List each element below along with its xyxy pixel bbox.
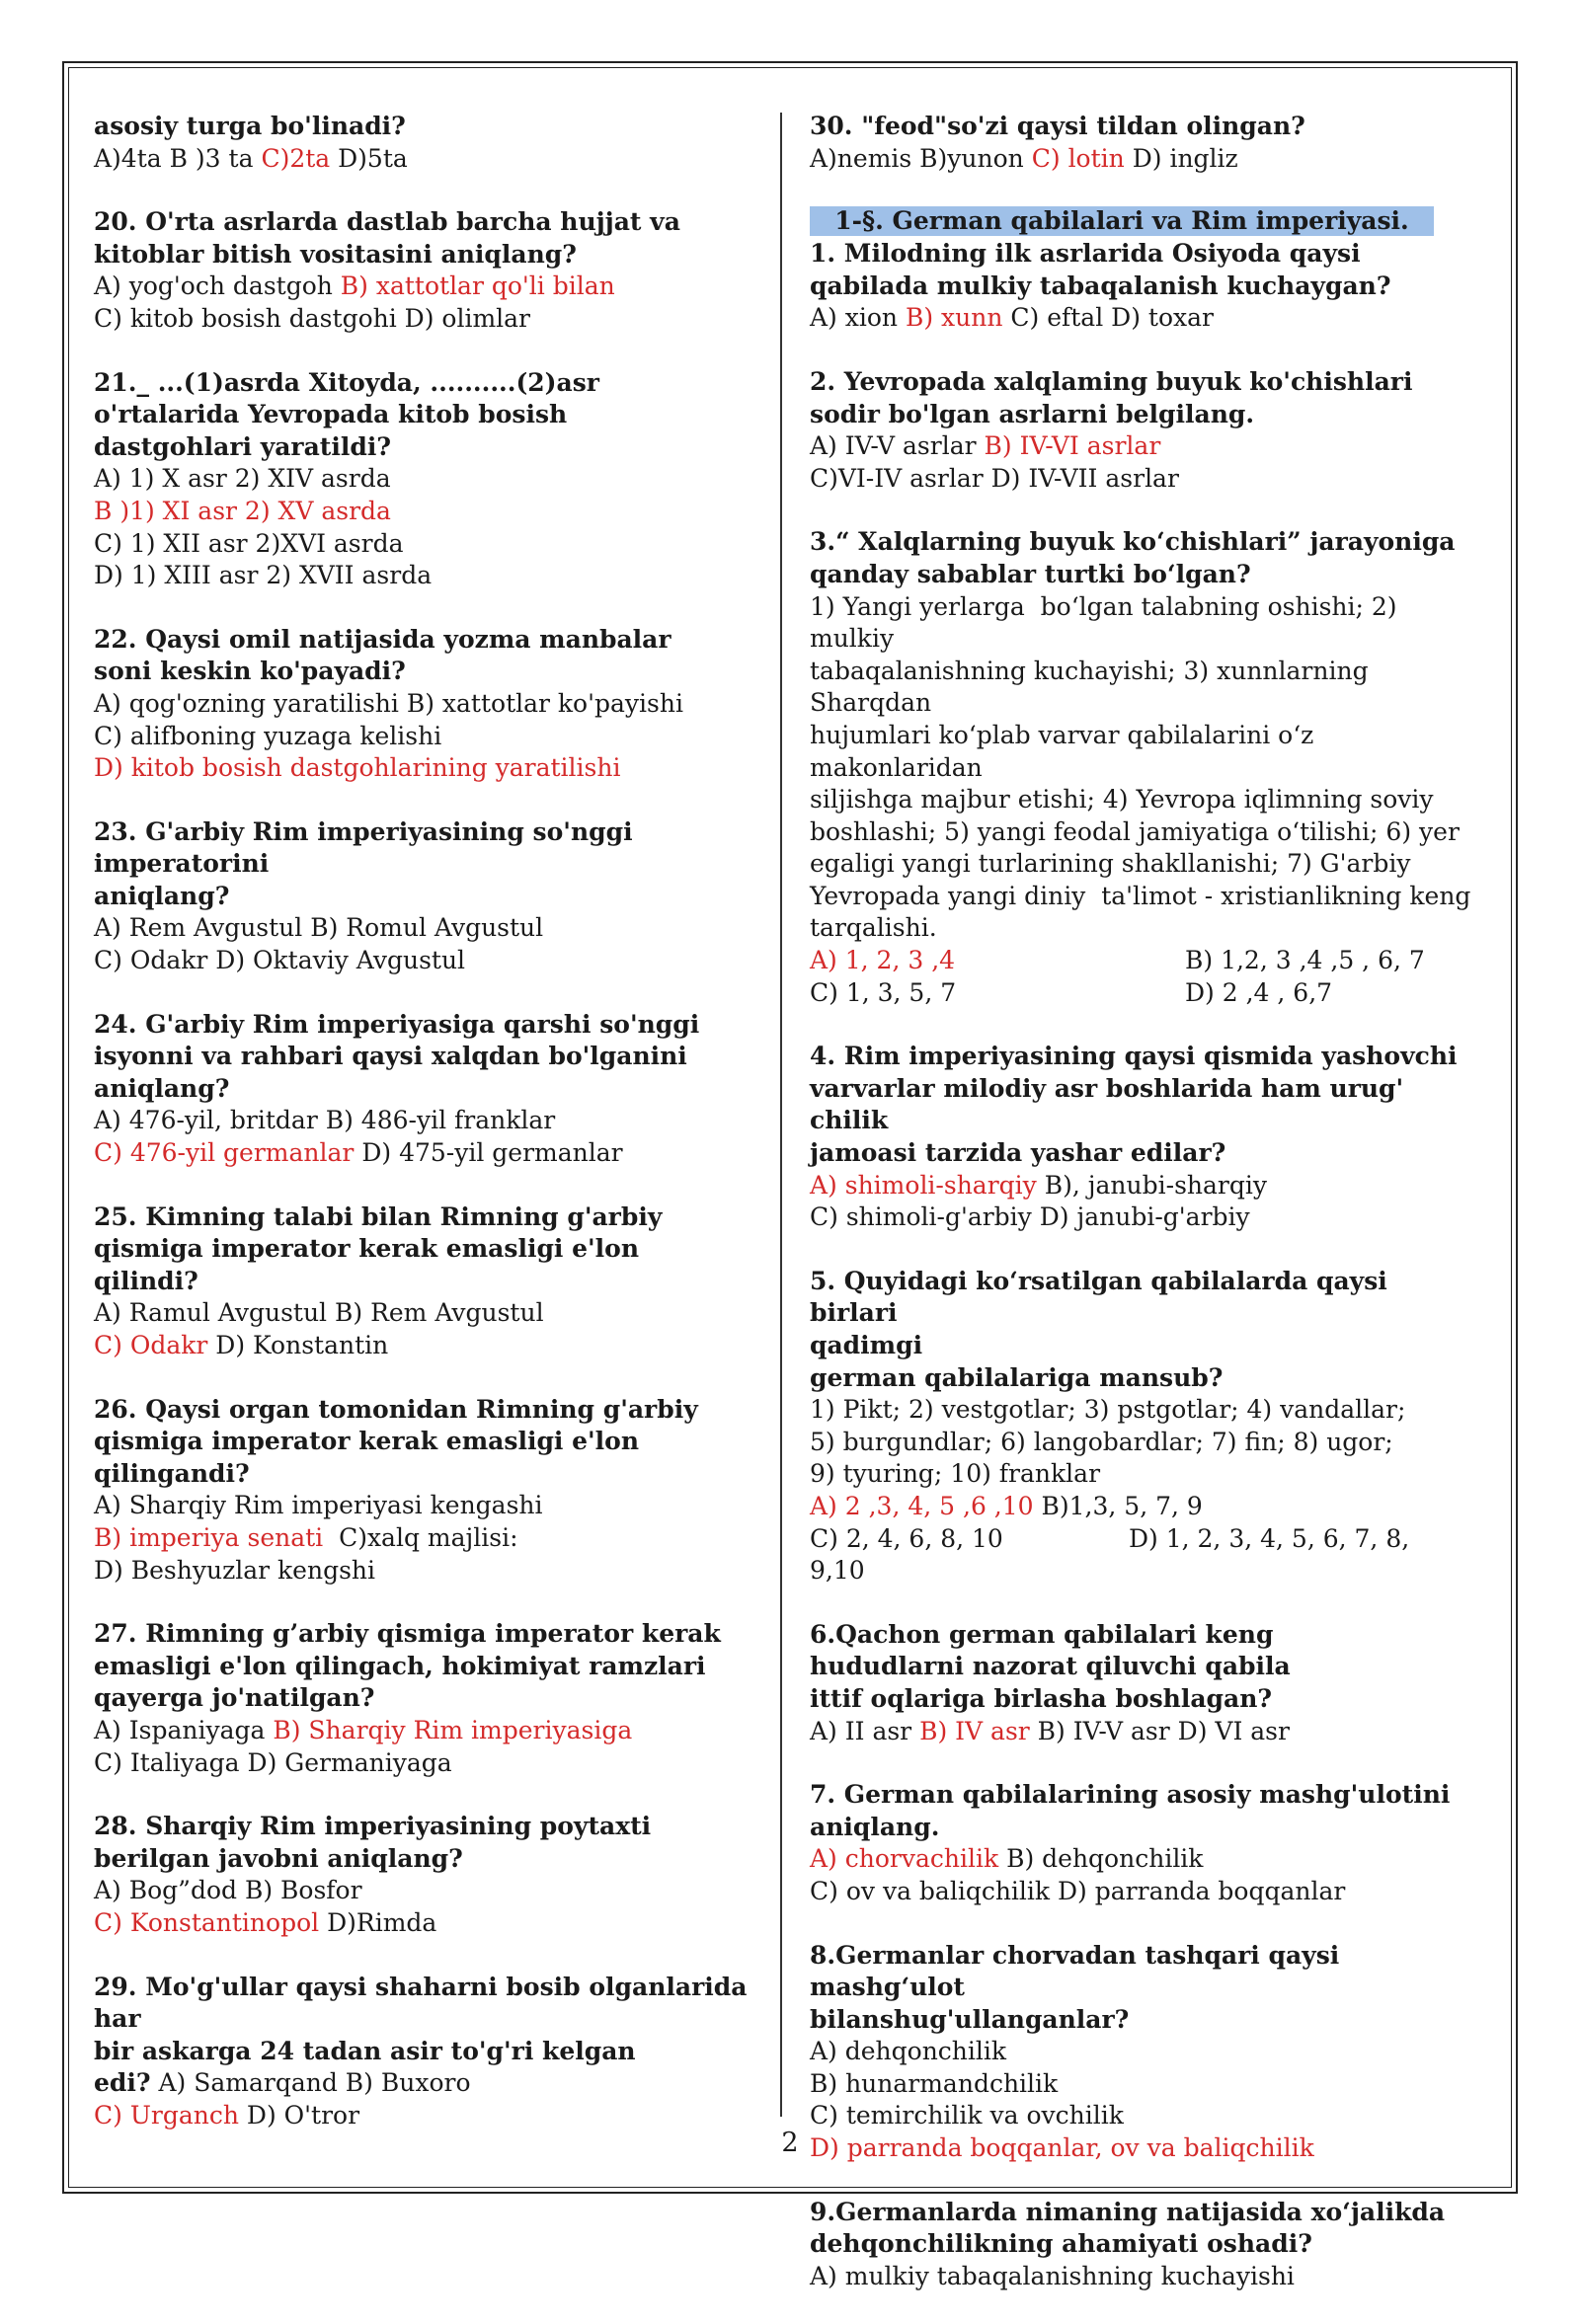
answer-text: B) IV-V asr D) VI asr [1029,1716,1290,1745]
answer-text: A) yog'och dastgoh [94,271,341,301]
answer-text: C) eftal D) toxar [1002,303,1214,333]
answer-line [94,688,755,721]
answer-line [810,1458,1471,1491]
question-title: 28. Sharqiy Rim imperiyasining poytaxti berilgan javobni aniqlang? [94,1812,652,1873]
answer-line [94,271,755,303]
answer-highlight: A) 1, 2, 3 ,4 [810,946,956,975]
answer-line [810,1523,1471,1588]
answer-line [94,1490,755,1522]
question-title: 24. G'arbiy Rim imperiyasiga qarshi so'nggi isyonni va rahbari qaysi xalqdan bo'lganini aniqlang? [94,1009,700,1103]
answer-line [810,881,1471,913]
question-title: 26. Qaysi organ tomonidan Rimning g'arbiy qismiga imperator kerak emasligi e'lon qilingandi? [94,1394,698,1488]
question-block [810,1779,1471,1907]
answer-highlight: A) chorvachilik [810,1844,999,1874]
answer-highlight: A) 2 ,3, 4, 5 ,6 ,10 [810,1491,1034,1520]
question-title: 29. Mo'g'ullar qaysi shaharni bosib olganlarida har bir askarga 24 tadan asir to'g'ri kelgan edi? A) Samarqand B) Buxoro [94,1972,748,2098]
question-title: 8.Germanlar chorvadan tashqari qaysi mashg‘ulot bilanshug'ullanganlar? [810,1940,1340,2034]
answer-text: A)nemis B)yunon [810,143,1032,173]
answer-row [810,977,1471,1010]
answer-line [94,463,755,496]
answer-line [94,752,755,785]
answer-text: C)VI-IV asrlar D) IV-VII asrlar [810,463,1179,493]
answer-text: D)5ta [330,143,408,173]
answer-text: C) kitob bosish dastgohi D) olimlar [94,303,531,333]
answer-line [94,303,755,336]
answer-text: A) Bog”dod B) Bosfor [94,1876,362,1905]
answer-text: A)4ta B )3 ta [94,143,262,173]
question-title: 23. G'arbiy Rim imperiyasining so'nggi imperatorini aniqlang? [94,816,633,910]
answer-cell [810,945,1185,977]
answer-text: egaligi yangi turlarining shakllanishi; 7) G'arbiy [810,849,1411,879]
answer-highlight: B) Sharqiy Rim imperiyasiga [273,1715,633,1744]
answer-line [94,1747,755,1780]
answer-text: B) hunarmandchilik [810,2068,1059,2098]
answer-line [810,2261,1471,2293]
answer-highlight: C) Odakr [94,1331,208,1359]
question-title: 2. Yevropada xalqlaming buyuk ko'chishlari sodir bo'lgan asrlarni belgilang. [810,366,1413,428]
answer-line [94,528,755,561]
answer-highlight: B) xattotlar qo'li bilan [340,271,615,301]
answer-line [810,848,1471,881]
answer-text: C) shimoli-g'arbiy D) janubi-g'arbiy [810,1202,1250,1232]
answer-line [810,1716,1471,1748]
answer-line [94,1907,755,1940]
answer-row [810,945,1471,977]
answer-text: 9) tyuring; 10) franklar [810,1459,1101,1489]
question-title: 6.Qachon german qabilalari keng hududlarni nazorat qiluvchi qabila ittif oqlariga birlasha boshlagan? [810,1619,1291,1713]
question-block [810,1619,1471,1747]
answer-text: A) qog'ozning yaratilishi B) xattotlar ko'payishi [94,688,683,718]
answer-line [810,912,1471,945]
question-title: 5. Quyidagi ko‘rsatilgan qabilalarda qaysi birlari qadimgi german qabilalariga mansub? [810,1266,1387,1392]
answer-highlight: B) imperiya senati [94,1522,332,1552]
answer-text: D) 1) XIII asr 2) XVII asrda [94,561,433,590]
answer-cell [1185,977,1332,1010]
question-block [810,1041,1471,1234]
answer-line [94,560,755,592]
answer-text: 5) burgundlar; 6) langobardlar; 7) fin; 8) ugor; [810,1427,1393,1456]
question-title: 21._ ...(1)asrda Xitoyda, ..........(2)asr o'rtalarida Yevropada kitob bosish dastgohlari yaratildi? [94,367,599,461]
answer-text: A) Samarqand B) Buxoro [150,2068,471,2098]
answer-highlight: B) IV-VI asrlar [984,431,1161,461]
question-block [94,1972,755,2132]
answer-text: D) 475-yil germanlar [354,1138,623,1168]
answer-text: D) 2 ,4 , 6,7 [1185,977,1333,1007]
answer-text: A) dehqonchilik [810,2037,1007,2066]
answer-highlight: C) Konstantinopol [94,1907,320,1937]
section-title: 1-§. German qabilalari va Rim imperiyasi. [810,206,1434,236]
answer-line [94,1105,755,1137]
answer-text: B), janubi-sharqiy [1036,1170,1267,1200]
answer-text: tarqalishi. [810,913,937,943]
answer-highlight: D) parranda boqqanlar, ov va baliqchilik [810,2133,1314,2163]
answer-text: 1) Yangi yerlarga bo‘lgan talabning oshishi; 2) mulkiy [810,591,1405,654]
answer-highlight: C) Urganch [94,2100,239,2130]
answer-text: C) 1, 3, 5, 7 [810,977,957,1007]
answer-line [94,1875,755,1907]
answer-text: A) Sharqiy Rim imperiyasi kengashi [94,1491,543,1520]
right-column [810,111,1471,2324]
answer-text: D) Konstantin [207,1331,389,1359]
question-block [94,1811,755,1939]
answer-text: D) Beshyuzlar kengshi [94,1555,376,1585]
answer-cell [1185,945,1425,977]
answer-line [810,302,1471,335]
answer-text: hujumlari ko‘plab varvar qabilalarini o‘z makonlaridan [810,720,1322,782]
answer-text: A) Rem Avgustul B) Romul Avgustul [94,913,544,943]
answer-text: A) 1) X asr 2) XIV asrda [94,464,391,494]
answer-text: C) Italiyaga D) Germaniyaga [94,1747,452,1777]
answer-line [810,784,1471,816]
answer-line [94,1297,755,1330]
answer-line [94,1715,755,1747]
answer-line [810,816,1471,849]
answer-line [810,430,1471,463]
answer-line [94,143,755,176]
question-block [94,111,755,175]
answer-line [810,720,1471,784]
answer-line [810,1427,1471,1459]
question-block [810,2197,1471,2293]
answer-highlight: B )1) XI asr 2) XV asrda [94,496,391,525]
answer-line [810,1843,1471,1876]
question-block [810,111,1471,175]
answer-line [94,1330,755,1362]
answer-highlight: A) shimoli-sharqiy [810,1170,1037,1200]
answer-text: boshlashi; 5) yangi feodal jamiyatiga o‘tilishi; 6) yer [810,816,1460,846]
answer-text: siljishga majbur etishi; 4) Yevropa iqlimning soviy [810,785,1434,814]
question-block [94,1009,755,1170]
answer-text: A) II asr [810,1716,920,1745]
answer-line [810,2132,1471,2165]
answer-text: A) 476-yil, britdar B) 486-yil franklar [94,1106,556,1135]
answer-text: B)1,3, 5, 7, 9 [1033,1491,1203,1520]
answer-line [810,591,1471,656]
question-block [810,526,1471,1009]
answer-text: C) temirchilik va ovchilik [810,2101,1124,2130]
answer-line [94,912,755,945]
answer-highlight: B) xunn [905,303,1003,333]
question-title: 30. "feod"so'zi qaysi tildan olingan? [810,112,1305,140]
answer-line [810,2036,1471,2068]
answer-text: Yevropada yangi diniy ta'limot - xristianlikning keng [810,881,1471,910]
answer-highlight: C)2ta [261,143,331,173]
question-block [94,624,755,785]
question-title: 25. Kimning talabi bilan Rimning g'arbiy qismiga imperator kerak emasligi e'lon qilindi? [94,1201,663,1295]
answer-text: A) xion [810,303,906,333]
left-column [94,111,755,2163]
question-block [810,238,1471,335]
answer-line [94,496,755,528]
column-divider [780,113,782,2117]
question-title: 20. O'rta asrlarda dastlab barcha hujjat va kitoblar bitish vositasini aniqlang? [94,207,680,269]
answer-line [810,1170,1471,1202]
answer-line [810,143,1471,176]
answer-text: C) Odakr D) Oktaviy Avgustul [94,946,466,975]
answer-highlight: C) 476-yil germanlar [94,1138,355,1168]
question-title: asosiy turga bo'linadi? [94,112,406,140]
answer-line [810,2100,1471,2132]
answer-line [810,1394,1471,1427]
question-block [810,366,1471,495]
answer-line [810,2068,1471,2101]
answer-text: B) 1,2, 3 ,4 ,5 , 6, 7 [1185,946,1425,975]
question-title: 22. Qaysi omil natijasida yozma manbalar soni keskin ko'payadi? [94,624,672,686]
answer-line [810,1491,1471,1523]
answer-highlight: B) IV asr [919,1716,1030,1745]
answer-highlight: C) lotin [1031,143,1125,173]
answer-line [810,656,1471,720]
answer-line [94,721,755,753]
answer-text: D) ingliz [1124,143,1238,173]
question-block [810,1266,1471,1588]
question-block [810,1940,1471,2165]
answer-line [94,945,755,977]
question-title: 3.“ Xalqlarning buyuk ko‘chishlari” jarayoniga qanday sabablar turtki bo‘lgan? [810,527,1456,588]
answer-text: A) IV-V asrlar [810,431,985,461]
answer-line [810,1201,1471,1234]
question-block [94,1394,755,1588]
answer-text: A) Ramul Avgustul B) Rem Avgustul [94,1298,544,1328]
answer-text: A) mulkiy tabaqalanishning kuchayishi [810,2261,1295,2290]
answer-text: B) dehqonchilik [998,1844,1204,1874]
answer-line [94,1522,755,1555]
answer-line [94,2100,755,2132]
answer-line [94,1137,755,1170]
question-block [94,367,755,592]
question-title: 4. Rim imperiyasining qaysi qismida yashovchi varvarlar milodiy asr boshlarida ham urug' chilik jamoasi tarzida yashar edilar? [810,1042,1458,1168]
question-block [94,816,755,977]
answer-text: C) 2, 4, 6, 8, 10 D) 1, 2, 3, 4, 5, 6, 7, 8, 9,10 [810,1523,1418,1586]
page-number: 2 [781,2128,799,2158]
answer-text: D) O'tror [238,2100,360,2130]
answer-line [810,463,1471,496]
answer-text: tabaqalanishning kuchayishi; 3) xunnlarning Sharqdan [810,656,1377,718]
answer-text: 1) Pikt; 2) vestgotlar; 3) pstgotlar; 4) vandallar; [810,1395,1406,1425]
question-block [94,206,755,335]
answer-cell [810,977,1185,1010]
question-title: 9.Germanlarda nimaning natijasida xo‘jalikda dehqonchilikning ahamiyati oshadi? [810,2197,1446,2259]
question-title: 27. Rimning g’arbiy qismiga imperator kerak emasligi e'lon qilingach, hokimiyat ramzlari qayerga jo'natilgan? [94,1619,721,1713]
answer-text: C) alifboning yuzaga kelishi [94,721,442,750]
answer-text: C) 1) XII asr 2)XVI asrda [94,528,404,558]
answer-line [810,1876,1471,1908]
answer-text: D)Rimda [319,1907,437,1937]
answer-text: C) ov va baliqchilik D) parranda boqqanlar [810,1876,1346,1905]
answer-highlight: D) kitob bosish dastgohlarining yaratilishi [94,753,621,783]
answer-text: C)xalq majlisi: [331,1522,518,1552]
question-title: 1. Milodning ilk asrlarida Osiyoda qaysi qabilada mulkiy tabaqalanish kuchaygan? [810,239,1391,300]
answer-text: A) Ispaniyaga [94,1715,274,1744]
question-block [94,1618,755,1779]
question-block [94,1201,755,1362]
question-title: 7. German qabilalarining asosiy mashg'ulotini aniqlang. [810,1780,1451,1841]
answer-line [94,1555,755,1588]
